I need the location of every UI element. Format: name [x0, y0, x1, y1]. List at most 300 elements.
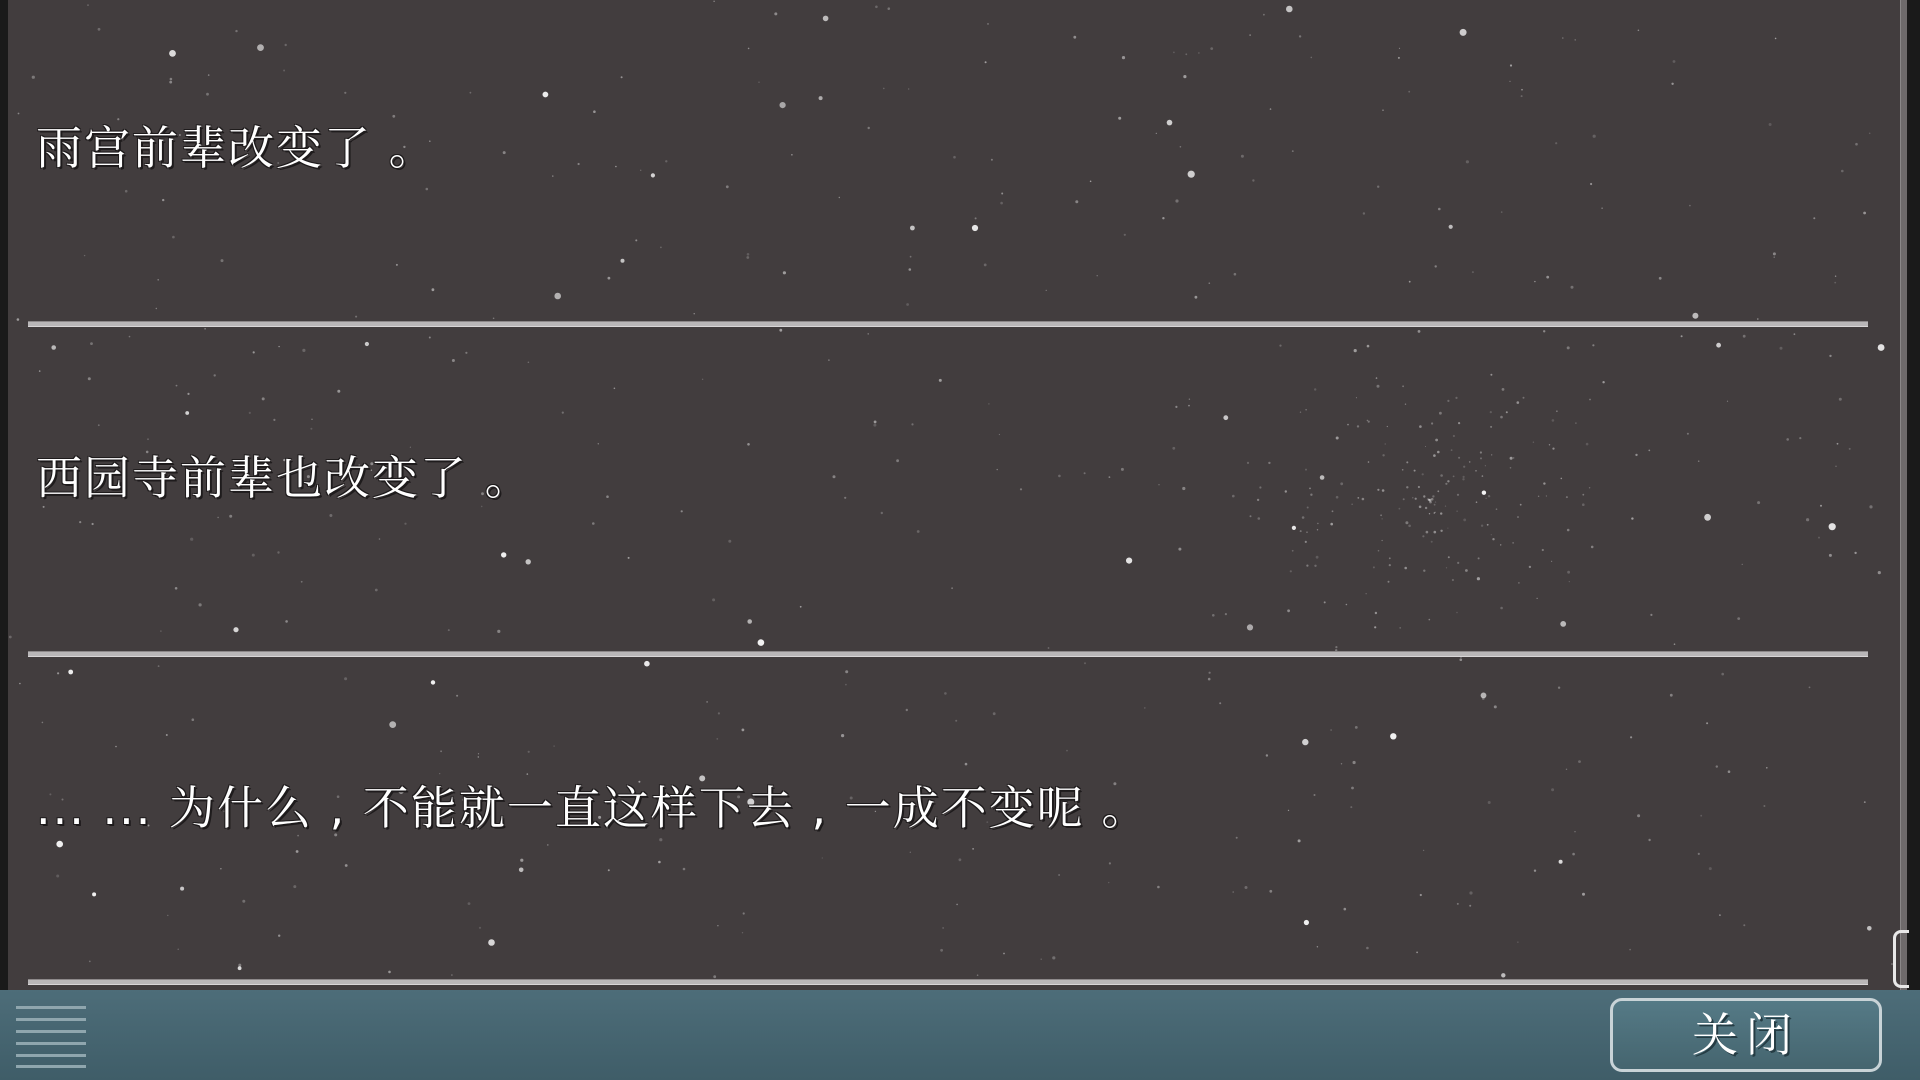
star	[1188, 405, 1190, 407]
star	[1437, 451, 1440, 454]
star	[431, 680, 435, 684]
star	[608, 869, 610, 871]
star	[1405, 521, 1408, 524]
log-entry-text: ... ... 为什么 , 不能就一直这样下去 , 一成不变呢 。	[36, 781, 1150, 835]
star	[906, 709, 908, 711]
star	[1774, 257, 1775, 258]
star	[1357, 497, 1359, 499]
star	[1534, 281, 1535, 282]
star	[1302, 739, 1308, 745]
star	[1650, 614, 1652, 616]
log-entry-text: 雨宫前辈改变了 。	[36, 121, 437, 175]
star	[1382, 540, 1383, 541]
star	[1829, 554, 1832, 557]
star	[1058, 475, 1061, 478]
star	[1330, 729, 1332, 731]
star	[1399, 508, 1401, 510]
star	[51, 345, 56, 350]
star	[717, 925, 718, 926]
star	[1309, 488, 1311, 490]
star	[1431, 422, 1433, 424]
star	[874, 421, 877, 424]
star	[1458, 457, 1460, 459]
star	[1234, 273, 1237, 276]
close-button[interactable]: 关闭	[1610, 998, 1882, 1072]
star	[1286, 6, 1293, 13]
star	[526, 559, 531, 564]
star	[1287, 609, 1290, 612]
star	[1518, 582, 1520, 584]
star	[965, 763, 968, 766]
star	[1423, 850, 1424, 851]
star	[98, 28, 101, 31]
star	[1434, 504, 1436, 506]
star	[1500, 607, 1503, 610]
star	[942, 927, 943, 928]
star	[683, 868, 686, 871]
star	[1419, 506, 1422, 509]
star	[1517, 942, 1518, 943]
star	[1834, 282, 1836, 284]
star	[881, 512, 883, 514]
star	[1567, 346, 1570, 349]
star	[1305, 469, 1307, 471]
star	[1305, 541, 1307, 543]
star	[89, 961, 91, 963]
star	[1269, 890, 1272, 893]
star	[337, 390, 340, 393]
star	[185, 411, 189, 415]
star	[1314, 794, 1316, 796]
star	[1818, 537, 1820, 539]
star	[1766, 767, 1768, 769]
star	[129, 336, 131, 338]
star	[79, 521, 81, 523]
star	[1350, 806, 1352, 808]
star	[944, 692, 947, 695]
star	[1469, 891, 1472, 894]
star	[1402, 385, 1404, 387]
star	[1389, 564, 1391, 566]
star	[1543, 482, 1545, 484]
star	[991, 159, 993, 161]
star	[1549, 444, 1550, 445]
star	[1849, 448, 1851, 450]
star	[1188, 171, 1195, 178]
star	[1353, 761, 1356, 764]
star	[1561, 478, 1563, 480]
star	[1208, 678, 1211, 681]
star	[488, 939, 495, 946]
star	[344, 92, 346, 94]
star	[217, 517, 218, 518]
star	[1456, 511, 1457, 512]
star	[1066, 750, 1068, 752]
menu-lines-icon[interactable]	[16, 1002, 86, 1068]
star	[554, 293, 561, 300]
star	[659, 838, 662, 841]
star	[1249, 34, 1250, 35]
star	[908, 88, 909, 89]
star	[713, 975, 716, 978]
star	[726, 185, 729, 188]
star	[956, 904, 958, 906]
star	[1414, 470, 1416, 472]
star	[1460, 29, 1467, 36]
star	[1542, 549, 1544, 551]
star	[1252, 179, 1254, 181]
star	[1510, 467, 1512, 469]
star	[1835, 276, 1836, 277]
star	[694, 313, 695, 314]
star	[1406, 461, 1408, 463]
star	[310, 428, 312, 430]
star	[1316, 556, 1319, 559]
star	[1403, 498, 1405, 500]
star	[910, 852, 911, 853]
star	[1452, 579, 1454, 581]
star	[1232, 495, 1235, 498]
star	[1855, 143, 1858, 146]
star	[285, 620, 288, 623]
star	[175, 587, 178, 590]
star	[1257, 499, 1259, 501]
star	[1629, 949, 1631, 951]
star	[1457, 903, 1459, 905]
star	[1314, 565, 1316, 567]
star	[1363, 212, 1365, 214]
star	[1569, 581, 1570, 582]
star	[1121, 468, 1124, 471]
star	[1582, 503, 1585, 506]
star	[1457, 562, 1459, 564]
star	[728, 540, 731, 543]
star	[1799, 437, 1801, 439]
star	[1432, 495, 1434, 497]
star	[1292, 550, 1294, 552]
star	[1250, 515, 1252, 517]
star	[1317, 529, 1318, 530]
star	[235, 30, 237, 32]
star	[1048, 647, 1050, 649]
star	[1041, 959, 1042, 960]
star	[1551, 561, 1552, 562]
star	[1001, 193, 1003, 195]
star	[1425, 446, 1426, 447]
star	[1418, 330, 1421, 333]
star	[1336, 437, 1339, 440]
star	[1292, 526, 1296, 530]
star	[608, 277, 611, 280]
star	[1263, 14, 1265, 16]
star	[1429, 501, 1432, 504]
star	[493, 318, 495, 320]
star	[1589, 399, 1591, 401]
star	[90, 342, 93, 345]
star	[628, 557, 630, 559]
star	[1721, 673, 1724, 676]
star	[1382, 454, 1384, 456]
star	[1332, 510, 1334, 512]
star	[470, 92, 472, 94]
star	[1692, 313, 1698, 319]
star	[1209, 672, 1211, 674]
star	[1482, 491, 1486, 495]
star	[1589, 487, 1590, 488]
star	[1422, 535, 1424, 537]
star	[1341, 763, 1342, 764]
star	[747, 619, 752, 624]
star	[204, 328, 206, 330]
star	[868, 127, 870, 129]
star	[910, 226, 915, 231]
star	[1463, 476, 1465, 478]
star	[1367, 420, 1368, 421]
star	[1566, 496, 1568, 498]
star	[873, 424, 876, 427]
star	[758, 81, 760, 83]
star	[1419, 425, 1422, 428]
star	[1552, 448, 1554, 450]
star	[552, 175, 553, 176]
star	[1637, 814, 1640, 817]
star	[396, 264, 398, 266]
star	[1567, 571, 1570, 574]
star	[1719, 914, 1721, 916]
star	[1241, 155, 1244, 158]
star	[404, 523, 406, 525]
star	[1490, 411, 1492, 413]
star	[1225, 613, 1227, 615]
star	[1502, 388, 1505, 391]
star	[1447, 480, 1449, 482]
star	[365, 342, 369, 346]
star	[955, 720, 957, 722]
star	[1704, 514, 1711, 521]
star	[713, 1, 714, 2]
star	[1180, 146, 1182, 148]
star	[1406, 486, 1408, 488]
star	[1742, 564, 1743, 565]
star	[1426, 531, 1429, 534]
star	[242, 900, 245, 903]
star	[1376, 377, 1378, 379]
star	[190, 538, 193, 541]
star	[238, 964, 241, 967]
star	[221, 259, 224, 262]
star	[278, 935, 280, 937]
star	[1418, 486, 1420, 488]
star	[1437, 490, 1439, 492]
star	[1451, 449, 1453, 451]
star	[1453, 435, 1455, 437]
star	[606, 495, 609, 498]
star	[1183, 75, 1186, 78]
star	[1162, 217, 1164, 219]
star	[702, 379, 703, 380]
star	[779, 329, 782, 332]
star	[389, 721, 396, 728]
star	[92, 523, 94, 525]
star	[1374, 626, 1376, 628]
star	[598, 443, 599, 444]
star	[774, 12, 777, 15]
star	[1429, 619, 1431, 621]
star	[1728, 770, 1731, 773]
star	[1422, 473, 1424, 475]
star	[800, 606, 802, 608]
star	[1084, 662, 1086, 664]
star	[1592, 344, 1594, 346]
star	[972, 225, 978, 231]
star	[162, 199, 164, 201]
star	[1878, 344, 1885, 351]
star	[503, 151, 506, 154]
star	[375, 589, 378, 592]
star	[1317, 946, 1318, 947]
star	[1763, 805, 1765, 807]
star	[1259, 486, 1261, 488]
star	[1304, 920, 1309, 925]
star	[1302, 516, 1305, 519]
star	[1560, 621, 1566, 627]
star	[1109, 476, 1111, 478]
star	[1500, 544, 1501, 545]
star	[1638, 30, 1640, 32]
star	[301, 581, 303, 583]
star	[1716, 343, 1721, 348]
star	[1575, 39, 1576, 40]
star	[1506, 411, 1508, 413]
star	[1482, 475, 1484, 477]
star	[1546, 276, 1549, 279]
star	[911, 423, 913, 425]
star	[1491, 534, 1492, 535]
star	[1538, 496, 1539, 497]
star	[1182, 487, 1185, 490]
star	[1566, 769, 1567, 770]
star	[478, 753, 479, 754]
star	[1809, 687, 1811, 689]
star	[1314, 388, 1316, 390]
star	[1551, 788, 1554, 791]
star	[972, 848, 974, 850]
star	[1590, 183, 1592, 185]
star	[1864, 801, 1866, 803]
star	[758, 639, 765, 646]
star	[712, 598, 715, 601]
star	[1488, 495, 1490, 497]
star	[262, 397, 265, 400]
star	[1591, 546, 1594, 549]
star	[1743, 335, 1746, 338]
star	[172, 236, 175, 239]
star	[1399, 48, 1400, 49]
star	[1448, 556, 1450, 558]
star	[819, 96, 823, 100]
star	[1689, 205, 1691, 207]
star	[1460, 658, 1463, 661]
star	[1382, 109, 1384, 111]
star	[1453, 476, 1455, 478]
star	[1445, 483, 1447, 485]
star	[746, 256, 749, 259]
log-entry-text: 西园寺前辈也改变了 。	[36, 451, 533, 505]
star	[1635, 454, 1637, 456]
star	[1769, 123, 1772, 126]
scrollbar-thumb[interactable]	[1893, 930, 1909, 988]
star	[1390, 733, 1396, 739]
star	[1593, 135, 1596, 138]
star	[1219, 702, 1221, 704]
star	[1521, 95, 1523, 97]
star	[939, 379, 942, 382]
star	[1189, 399, 1190, 400]
star	[1310, 494, 1312, 496]
star	[1698, 460, 1700, 462]
star	[293, 885, 296, 888]
star	[206, 93, 209, 96]
star	[88, 377, 91, 380]
star	[432, 288, 435, 291]
star	[1433, 454, 1436, 457]
star	[1465, 569, 1468, 572]
star	[1438, 208, 1441, 211]
star	[783, 271, 786, 274]
star	[1440, 512, 1442, 514]
star	[157, 279, 159, 281]
star	[1423, 495, 1425, 497]
star	[1336, 496, 1339, 499]
star	[1469, 905, 1471, 907]
star	[1586, 443, 1589, 446]
star	[1175, 199, 1178, 202]
star	[1543, 330, 1545, 332]
star	[1854, 552, 1856, 554]
star	[92, 892, 96, 896]
star	[1534, 870, 1536, 872]
star	[883, 88, 885, 90]
star	[748, 48, 750, 50]
star	[1487, 524, 1489, 526]
star	[1743, 924, 1745, 926]
star	[344, 677, 347, 680]
star	[1775, 38, 1777, 40]
star	[115, 746, 117, 748]
star	[1648, 839, 1650, 841]
star	[1198, 52, 1199, 53]
star	[1435, 512, 1436, 513]
star	[1631, 517, 1633, 519]
star	[520, 859, 523, 862]
scrollbar-track[interactable]	[1900, 0, 1907, 990]
star	[1428, 499, 1429, 500]
star	[1476, 501, 1478, 503]
star	[1517, 401, 1520, 404]
star	[1475, 470, 1477, 472]
star	[1124, 234, 1126, 236]
star	[1480, 451, 1482, 453]
star	[660, 247, 662, 249]
star	[1431, 541, 1433, 543]
star	[1320, 475, 1325, 480]
star	[1559, 860, 1563, 864]
star	[1073, 36, 1076, 39]
star	[742, 932, 743, 933]
star	[841, 734, 844, 737]
star	[1311, 57, 1313, 59]
star	[388, 971, 391, 974]
